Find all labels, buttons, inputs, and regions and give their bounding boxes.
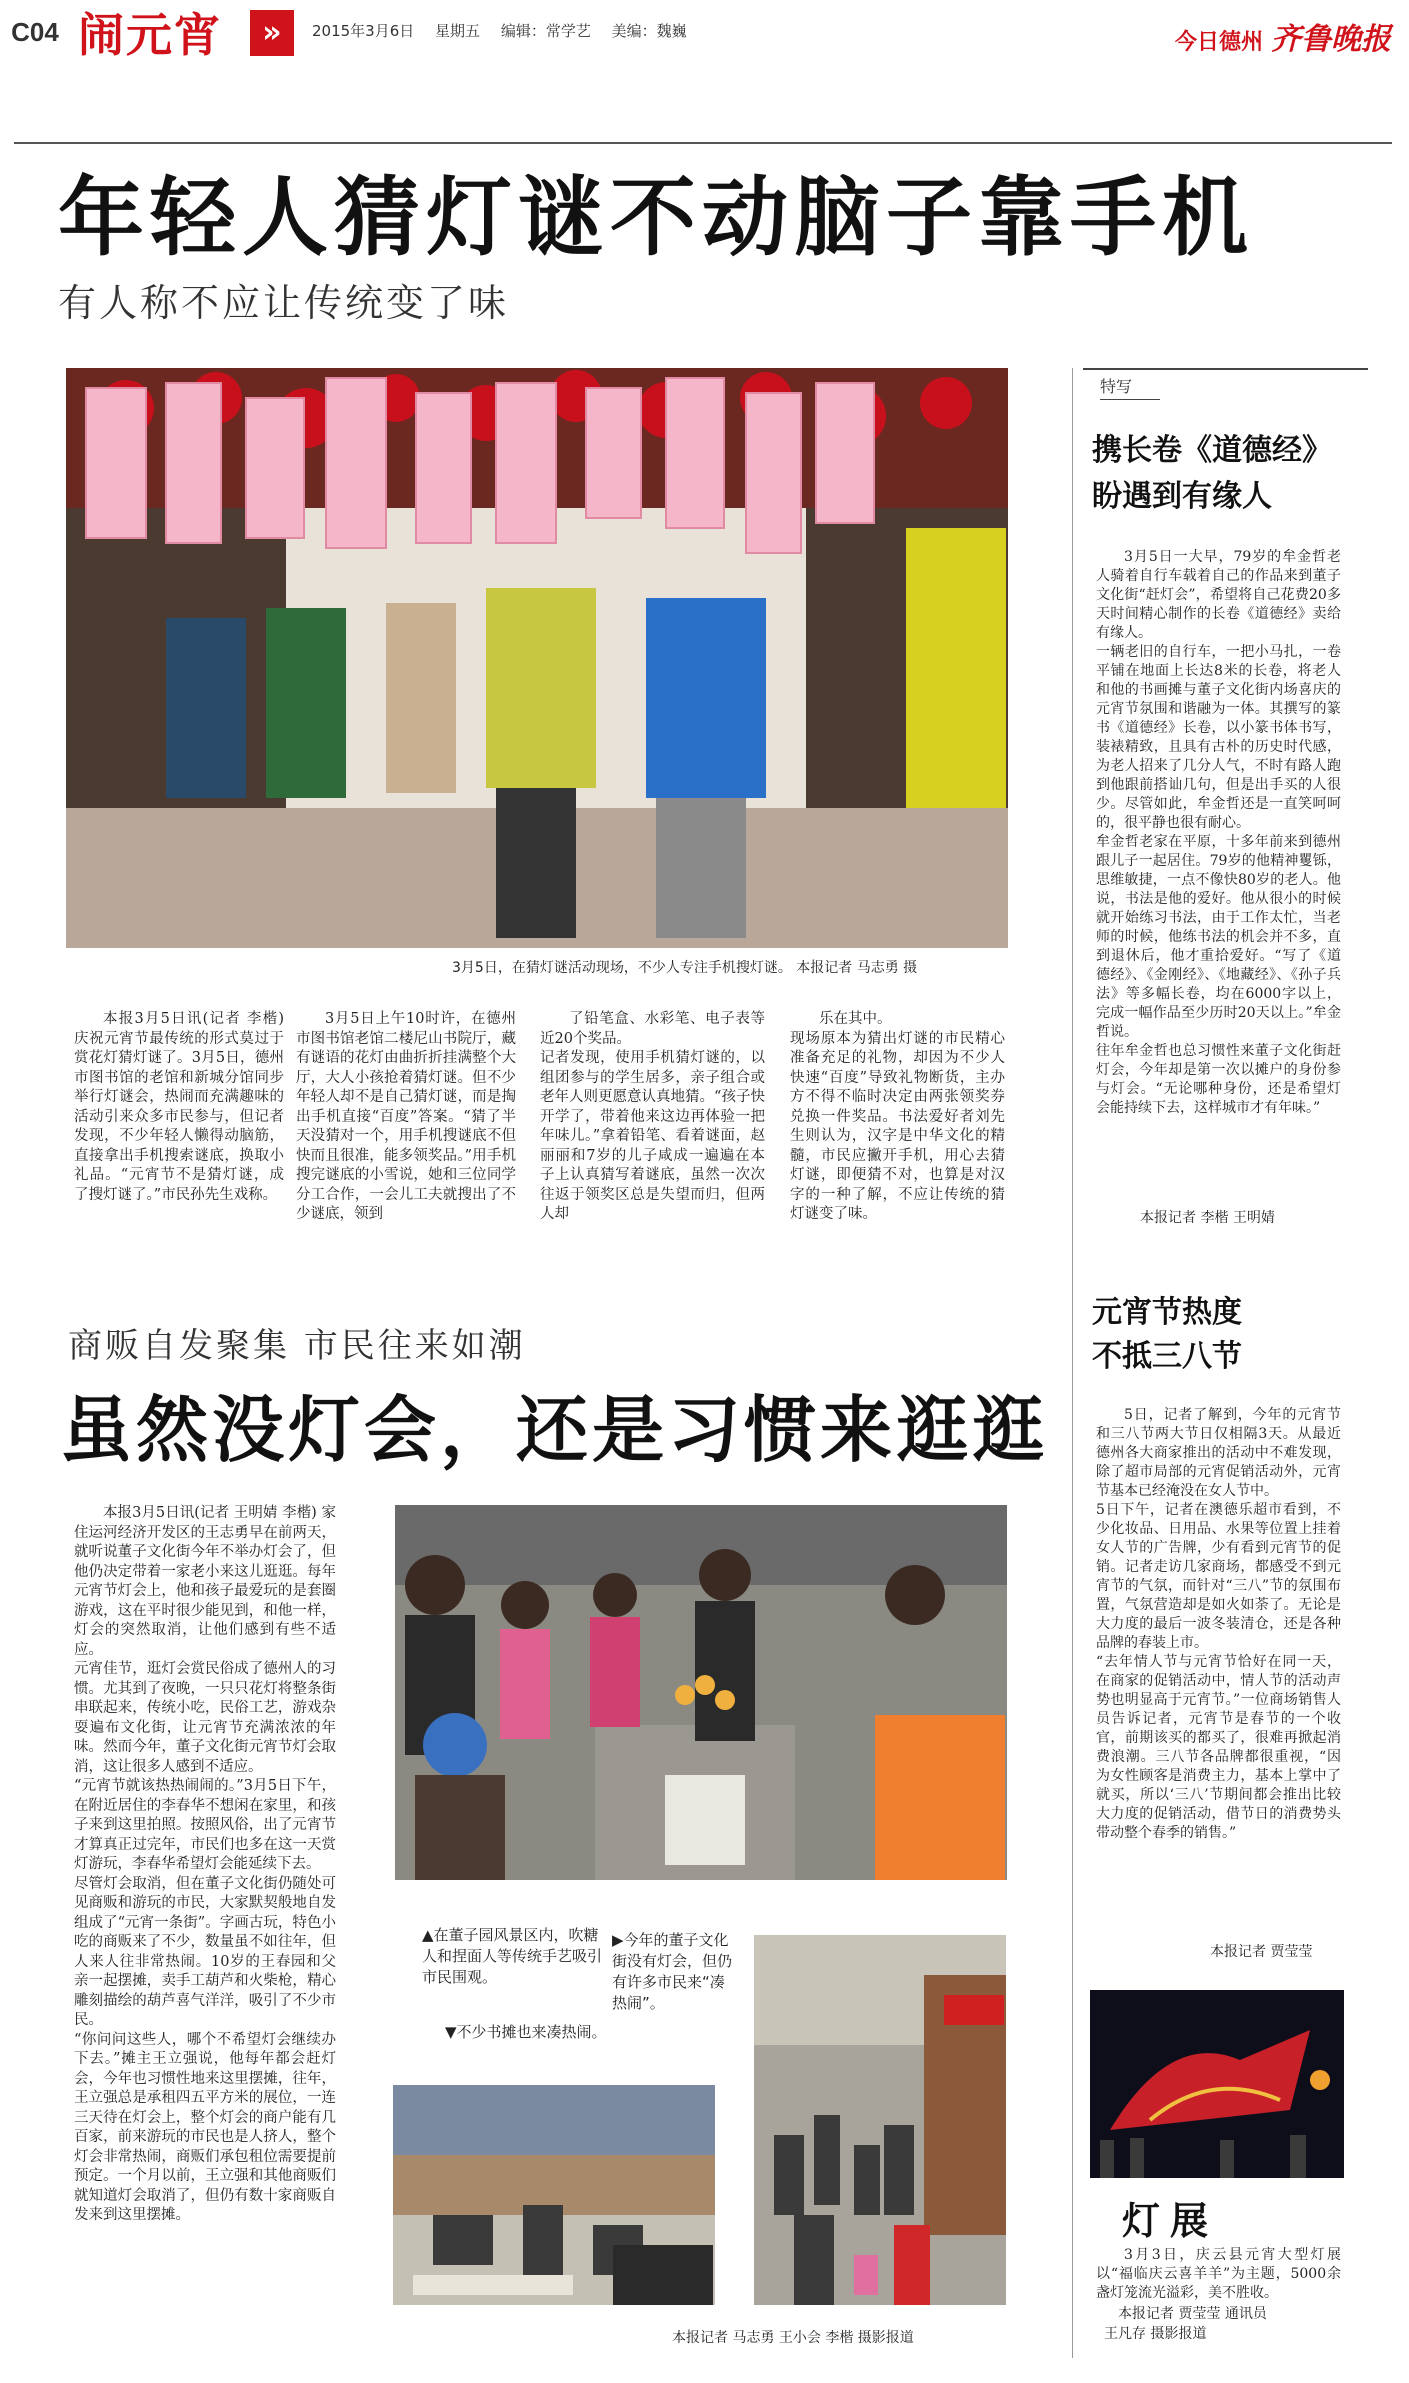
- article1-col3-text: 了铅笔盒、水彩笔、电子表等近20个奖品。 记者发现，使用手机猜灯谜的，以组团参与的学生居多，亲子组合或老年人则更愿意认真地猜。“孩子快开学了，带着他来这边再体验一把年味儿。”拿着铅笔、看着谜面，赵丽丽和7岁的儿子咸成一遍遍在本子上认真猜写着谜底，虽然一次次往返于领奖区总是失望而归，但两人却: [540, 1011, 765, 1222]
- sidebar2-body-text: 5日，记者了解到，今年的元宵节和三八节两大节日仅相隔3天。从最近德州各大商家推出的活动中不难发现，除了超市局部的元宵促销活动外，元宵节基本已经淹没在女人节中。 5日下午，记者在澳德乐超市看到，不少化妆品、日用品、水果等位置上挂着女人节的广告牌，少有看到元宵节的促销。记者走访几家商场，都感受不到元宵节的气氛，而针对“三八”节的氛围布置，气氛营造却是如火如荼了。无论是大力度的最后一波冬装清仓，还是各种品牌的春装上市。 “去年情人节与元宵节恰好在同一天，在商家的促销活动中，情人节的活动声势也明显高于元宵节。”一位商场销售人员告诉记者，元宵节是春节的一个收官，前期该买的都买了，很难再掀起消费浪潮。三八节各品牌都很重视，“因为女性顾客是消费主力，基本上掌中了就买，所以‘三八’节期间都会推出比较大力度的促销活动，借节日的消费势头带动整个春季的销售。”: [1096, 1407, 1341, 1841]
- sidebar1-headline-line1: 携长卷《道德经》: [1092, 433, 1332, 468]
- chevron-right-icon: »: [250, 10, 294, 56]
- lantern-show-title: 灯展: [1122, 2199, 1219, 2243]
- lantern-show-caption: [1096, 2246, 1341, 2303]
- lantern-show-byline2: 王凡存 摄影报道: [1104, 2326, 1207, 2342]
- article2-body-text: 本报3月5日讯(记者 王明婧 李楷) 家住运河经济开发区的王志勇早在前两天，就听说董子文化街今年不举办灯会了，但他仍决定带着一家老小来这儿逛逛。每年元宵节灯会上，他和孩子最爱玩的是套圈游戏，这在平时很少能见到，和他一样，灯会的突然取消，让他们感到有些不适应。 元宵佳节，逛灯会赏民俗成了德州人的习惯。尤其到了夜晚，一只只花灯将整条街串联起来，传统小吃，民俗工艺，游戏杂耍遍布文化街，让元宵节充满浓浓的年味。然而今年，董子文化街元宵节灯会取消，这让很多人感到不适应。 “元宵节就该热热闹闹的。”3月5日下午，在附近居住的李春华不想闲在家里，和孩子来到这里拍照。按照风俗，出了元宵节才算真正过完年，市民们也多在这一天赏灯游玩，李春华希望灯会能延续下去。 尽管灯会取消，但在董子文化街仍随处可见商贩和游玩的市民，大家默契般地自发组成了“元宵一条街”。字画古玩，特色小吃的商贩来了不少，数量虽不如往年，但人来人往非常热闹。10岁的王春园和父亲一起摆摊，卖手工葫芦和火柴枪，精心雕刻描绘的葫芦喜气洋洋，吸引了不少市民。 “你问问这些人，哪个不希望灯会继续办下去。”摊主王立强说，他每年都会赶灯会，今年也习惯性地来这里摆摊，往年，王立强总是承租四五平方米的展位，一连三天待在灯会上，整个灯会的商户能有几百家，前来游玩的市民也是人挤人，整个灯会非常热闹，商贩们承包租位需要提前预定。一个月以前，王立强和其他商贩们就知道灯会取消了，但仍有数十家商贩自发来到这里摆摊。: [74, 1505, 336, 2223]
- caption-c: ▶今年的董子文化街没有灯会，但仍有许多市民来“凑热闹”。: [612, 1931, 733, 2012]
- lantern-show-photo: [1090, 1990, 1344, 2178]
- sidebar-tag: 特写: [1100, 374, 1160, 400]
- header-divider: [14, 142, 1392, 144]
- sidebar1-body-text: 3月5日一大早，79岁的牟金哲老人骑着自行车载着自己的作品来到董子文化街“赶灯会”，希望将自己花费20多天时间精心制作的长卷《道德经》卖给有缘人。 一辆老旧的自行车，一把小马扎，一卷平铺在地面上长达8米的长卷，将老人和他的书画摊与董子文化街内场喜庆的元宵节氛围和谐融为一体。其撰写的篆书《道德经》长卷，以小篆书体书写，装裱精致，且具有古朴的历史时代感，为老人招来了几分人气，不时有路人跑到他跟前搭讪几句，但是出手买的人很少。尽管如此，牟金哲还是一直笑呵呵的，很平静也很有耐心。 牟金哲老家在平原，十多年前来到德州跟儿子一起居住。79岁的他精神矍铄，思维敏捷，一点不像快80岁的老人。他说，书法是他的爱好。他从很小的时候就开始练习书法，由于工作太忙，当老师的时候，他练书法的机会并不多，直到退休后，他才重拾爱好。“写了《道德经》、《金刚经》、《地藏经》、《孙子兵法》等多幅长卷，均在6000字以上，完成一幅作品至少历时20天以上。”牟金哲说。 往年牟金哲也总习惯性来董子文化街赶灯会，今年却是第一次以摊户的身份参与灯会。“无论哪种身份，还是希望灯会能持续下去，这样城市才有年味。”: [1096, 549, 1341, 1116]
- article1-col1: [74, 1010, 284, 1205]
- article2-photo-byline: 本报记者 马志勇 王小会 李楷 摄影报道: [672, 2330, 914, 2346]
- lantern-show-caption-text: 3月3日，庆云县元宵大型灯展以“福临庆云喜羊羊”为主题，5000余盏灯笼流光溢彩，美不胜收。: [1096, 2247, 1341, 2301]
- sidebar1-body: [1096, 548, 1341, 1118]
- issue-weekday: 星期五: [435, 22, 481, 40]
- caption-a: ▲在董子园风景区内，吹糖人和捏面人等传统手艺吸引市民围观。: [422, 1926, 603, 1986]
- article2-kicker: 商贩自发聚集 市民往来如潮: [68, 1326, 526, 1366]
- article1-col2-text: 3月5日上午10时许，在德州市图书馆老馆二楼尼山书院厅，藏有谜语的花灯由曲折折挂满整个大厅，大人小孩抢着猜灯谜。但不少年轻人却不是自己猜灯谜，而是掏出手机直接“百度”答案。“猜了半天没猜对一个，用手机搜谜底不但快而且很准，能多领奖品。”用手机搜完谜底的小雪说，她和三位同学分工合作，一会儿工夫就搜出了不少谜底，领到: [296, 1011, 516, 1222]
- article1-headline: 年轻人猜灯谜不动脑子靠手机: [58, 168, 1254, 268]
- editor-credit: 编辑：常学艺: [500, 22, 591, 40]
- masthead-brand: [1175, 14, 1391, 58]
- article2-body: [74, 1504, 336, 2226]
- lantern-show-byline1: 本报记者 贾莹莹 通讯员: [1118, 2306, 1267, 2322]
- sugar-figure-photo: [395, 1505, 1007, 1880]
- page-number: C04: [11, 17, 59, 47]
- sidebar-top-rule: [1083, 368, 1368, 370]
- issue-date: 2015年3月6日: [312, 22, 415, 40]
- sidebar2-byline: 本报记者 贾莹莹: [1210, 1944, 1313, 1960]
- book-stall-photo: [393, 2085, 715, 2305]
- article1-col3: [540, 1010, 765, 1225]
- caption-b: ▼不少书摊也来凑热闹。: [445, 2023, 607, 2041]
- article1-col4-text: 乐在其中。 现场原本为猜出灯谜的市民精心准备充足的礼物，却因为不少人快速“百度”导致礼物断货，主办方不得不临时决定由两张领奖券兑换一件奖品。书法爱好者刘先生则认为，汉字是中华文化的精髓，市民应撇开手机，用心去猜灯谜，即便猜不对，也算是对汉字的一种了解，不应让传统的猜灯谜变了味。: [790, 1011, 1005, 1222]
- article2-headline: 虽然没灯会，还是习惯来逛逛: [60, 1388, 1049, 1472]
- article1-col4: [790, 1010, 1005, 1225]
- sidebar2-body: [1096, 1406, 1341, 1843]
- sidebar1-byline: 本报记者 李楷 王明婧: [1140, 1210, 1275, 1226]
- sidebar1-headline-line2: 盼遇到有缘人: [1092, 479, 1272, 514]
- edition-name: 今日德州: [1174, 30, 1263, 55]
- article1-photo-caption: 3月5日，在猜灯谜活动现场，不少人专注手机搜灯谜。 本报记者 马志勇 摄: [452, 960, 918, 976]
- article1-subhead: 有人称不应让传统变了味: [58, 281, 510, 325]
- sidebar2-headline-line2: 不抵三八节: [1092, 1339, 1242, 1374]
- lantern-riddle-photo: [66, 368, 1008, 948]
- header-info: [312, 20, 703, 41]
- section-title: 闹元宵: [78, 8, 222, 62]
- article1-col1-text: 本报3月5日讯(记者 李楷) 庆祝元宵节最传统的形式莫过于赏花灯猜灯谜了。3月5日，德州市图书馆的老馆和新城分馆同步举行灯谜会，热闹而充满趣味的活动引来众多市民参与，但记者发现，不少年轻人懒得动脑筋，直接拿出手机搜索谜底，换取小礼品。“元宵节不是猜灯谜，成了搜灯谜了。”市民孙先生戏称。: [74, 1011, 284, 1203]
- paper-name: 齐鲁晚报: [1271, 22, 1391, 57]
- street-crowd-photo: [754, 1935, 1006, 2305]
- designer-credit: 美编：魏巍: [611, 22, 687, 40]
- sidebar2-headline-line1: 元宵节热度: [1092, 1295, 1242, 1330]
- column-divider: [1072, 368, 1073, 2358]
- article1-col2: [296, 1010, 516, 1225]
